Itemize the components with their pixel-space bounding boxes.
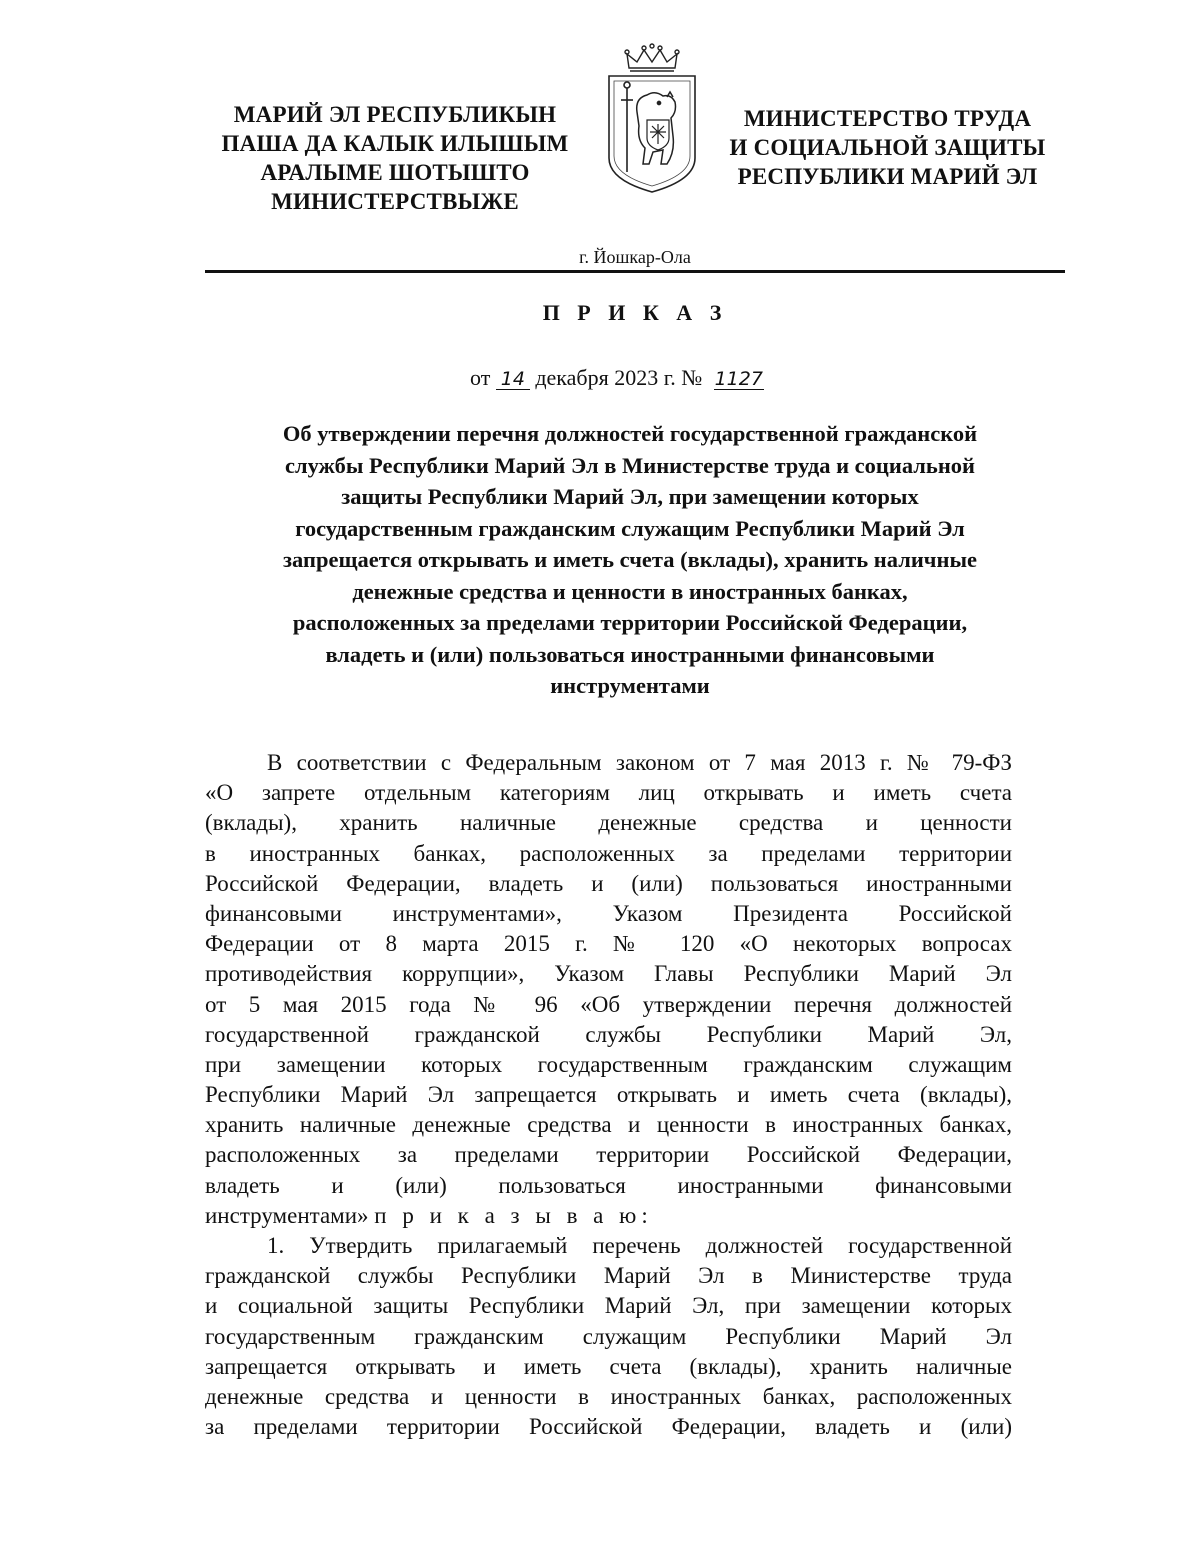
header-left-line: МИНИСТЕРСТВЫЖЕ [271, 189, 519, 214]
body-line: хранить наличные денежные средства и ценности в иностранных банках, [205, 1112, 1012, 1138]
subject-line: владеть и (или) пользоваться иностранными финансовыми [325, 641, 935, 667]
subject-line: защиты Республики Марий Эл, при замещении которых [341, 484, 919, 509]
body-line: Республики Марий Эл запрещается открывать и иметь счета (вклады), [205, 1082, 1012, 1108]
item1-line: гражданской службы Республики Марий Эл в Министерстве труда [205, 1263, 1012, 1289]
city-name: г. Йошкар-Ола [579, 247, 691, 267]
subject-line: инструментами [550, 673, 710, 698]
header-left-line: МАРИЙ ЭЛ РЕСПУБЛИКЫН [233, 102, 557, 127]
body-line: расположенных за пределами территории Российской Федерации, [205, 1142, 1012, 1168]
header-left-mari [200, 100, 590, 216]
order-day-handwritten: 14 [496, 369, 530, 390]
body-line-closing [205, 1201, 1012, 1231]
item1-line: и социальной защиты Республики Марий Эл, при замещении которых [205, 1293, 1012, 1319]
body-line: от 5 мая 2015 года № 96 «Об утверждении перечня должностей [205, 991, 1012, 1017]
subject-line: государственным гражданским служащим Республики Марий Эл [295, 515, 965, 541]
item1-line: 1. Утвердить прилагаемый перечень должностей государственной [267, 1233, 1012, 1258]
body-line: государственной гражданской службы Республики Марий Эл, [205, 1021, 1012, 1047]
item1-line: денежные средства и ценности в иностранных банках, расположенных [205, 1383, 1012, 1409]
subject-line: службы Республики Марий Эл в Министерстве труда и социальной [284, 452, 975, 478]
item1-line: государственным гражданским служащим Республики Марий Эл [205, 1323, 1012, 1349]
order-title: П Р И К А З [542, 300, 728, 325]
order-month-year: декабря 2023 г. № [535, 365, 703, 390]
subject-line: денежные средства и ценности в иностранных банках, [352, 578, 908, 604]
body-line: финансовыми инструментами», Указом Президента Российской [205, 900, 1012, 926]
body-line: Российской Федерации, владеть и (или) пользоваться иностранными [205, 870, 1012, 896]
body-line: «О запрете отдельным категориям лиц открывать и иметь счета [205, 780, 1012, 806]
body-line: в иностранных банках, расположенных за пределами территории [205, 840, 1012, 866]
order-body [205, 748, 1012, 1442]
order-subject [190, 418, 1070, 702]
header-divider [205, 270, 1065, 273]
order-date-prefix: от [470, 365, 491, 390]
body-line: Федерации от 8 марта 2015 г. № 120 «О некоторых вопросах [205, 931, 1012, 957]
body-line: при замещении которых государственным гражданским служащим [205, 1051, 1012, 1077]
body-line: противодействия коррупции», Указом Главы Республики Марий Эл [205, 961, 1012, 987]
body-closing-order-word: п р и к а з ы в а ю: [374, 1202, 653, 1228]
header-right-line: МИНИСТЕРСТВО ТРУДА [743, 106, 1032, 131]
order-date-line [470, 365, 764, 391]
header-right-russian [715, 104, 1060, 191]
item1-line: за пределами территории Российской Федерации, владеть и (или) [205, 1414, 1012, 1440]
header-right-line: РЕСПУБЛИКИ МАРИЙ ЭЛ [737, 164, 1038, 189]
body-line: В соответствии с Федеральным законом от 7 мая 2013 г. № 79-ФЗ [267, 750, 1012, 775]
body-line: владеть и (или) пользоваться иностранными финансовыми [205, 1172, 1012, 1198]
header-left-line: АРАЛЫМЕ ШОТЫШТО [260, 160, 530, 185]
header-left-line: ПАША ДА КАЛЫК ИЛЫШЫМ [221, 131, 569, 156]
subject-line: Об утверждении перечня должностей государственной гражданской [282, 421, 978, 446]
header-right-line: И СОЦИАЛЬНОЙ ЗАЩИТЫ [729, 135, 1046, 160]
coat-of-arms-icon [597, 40, 707, 200]
subject-line: запрещается открывать и иметь счета (вклады), хранить наличные [283, 547, 977, 572]
order-number-handwritten: 1127 [714, 368, 763, 390]
body-closing-prefix: инструментами» [205, 1202, 369, 1228]
body-line: (вклады), хранить наличные денежные средства и ценности [205, 810, 1012, 836]
item1-line: запрещается открывать и иметь счета (вклады), хранить наличные [205, 1353, 1012, 1379]
subject-line: расположенных за пределами территории Российской Федерации, [292, 610, 968, 635]
